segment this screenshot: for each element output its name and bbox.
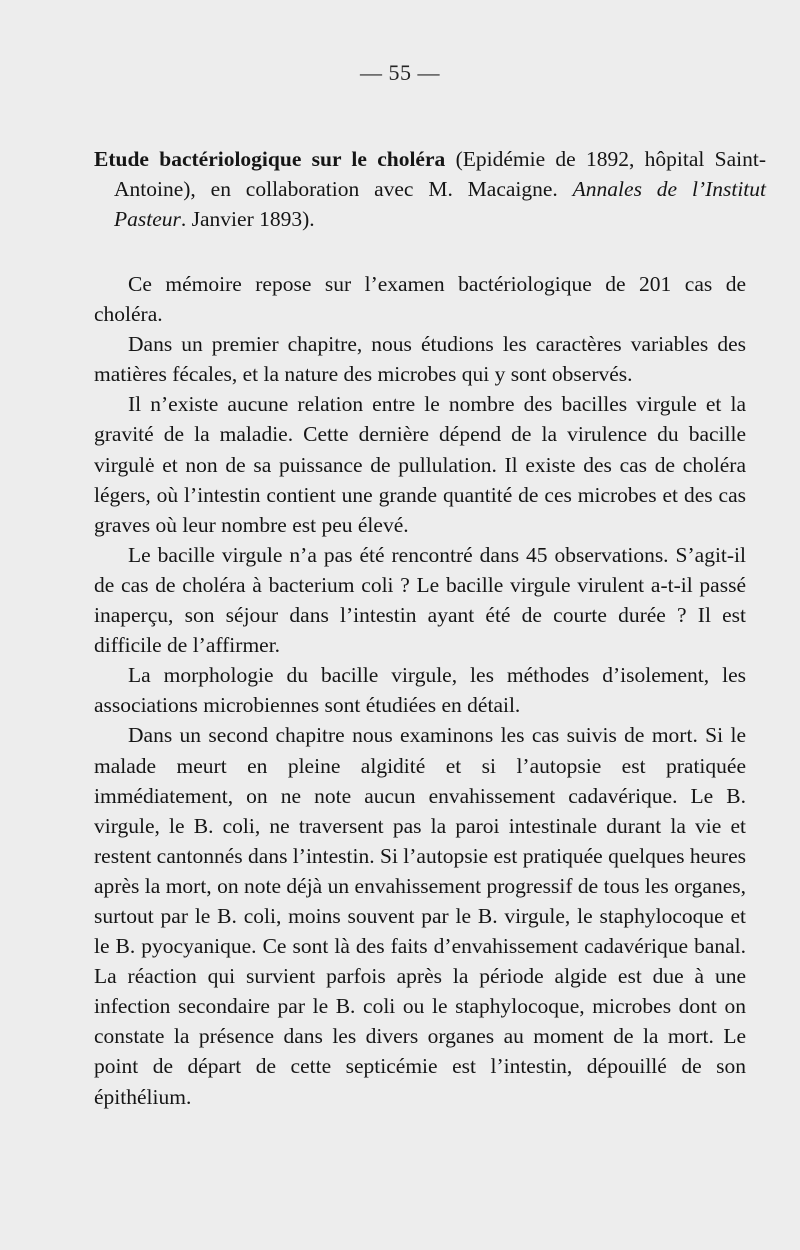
body-text — [94, 269, 746, 1112]
paragraph: Ce mémoire repose sur l’examen bactériologique de 201 cas de choléra. — [94, 272, 746, 327]
reference-journal: Annales de l’Institut Pasteur — [114, 177, 766, 231]
paragraph: La morphologie du bacille virgule, les méthodes d’isolement, les associations microbiennes sont étudiées en détail. — [94, 663, 746, 718]
reference-date: . Janvier 1893). — [180, 207, 315, 231]
bibliographic-reference — [94, 144, 766, 234]
reference-details: (Epidémie de 1892, hôpital Saint-Antoine), en collaboration avec M. Macaigne. — [114, 147, 766, 201]
reference-title: Etude bactériologique sur le choléra — [94, 147, 446, 171]
paragraph: Dans un premier chapitre, nous étudions les caractères variables des matières fécales, et la nature des microbes qui y sont observés. — [94, 332, 746, 387]
paragraph: Dans un second chapitre nous examinons les cas suivis de mort. Si le malade meurt en pleine algidité et si l’autopsie est pratiquée immédiatement, on ne note aucun envahissement cadavérique. Le B. virgule, le B. coli, ne traversent pas la paroi intestinale durant la vie et restent cantonnés dans l’intestin. Si l’autopsie est pratiquée quelques heures après la mort, on note déjà un envahissement progressif de tous les organes, surtout par le B. coli, moins souvent par le B. virgule, le staphylocoque et le B. pyocyanique. Ce sont là des faits d’envahissement cadavérique banal. La réaction qui survient parfois après la période algide est due à une infection secondaire par le B. coli ou le staphylocoque, microbes dont on constate la présence dans les divers organes au moment de la mort. Le point de départ de cette septicémie est l’intestin, dépouillé de son épithélium. — [94, 723, 746, 1109]
page-number: — 55 — — [360, 60, 440, 85]
paragraph: Il n’existe aucune relation entre le nombre des bacilles virgule et la gravité de la maladie. Cette dernière dépend de la virulence du bacille virgulė et non de sa puissance de pullulation. Il existe des cas de choléra légers, où l’intestin contient une grande quantité de ces microbes et des cas graves où leur nombre est peu élevé. — [94, 392, 746, 537]
paragraph: Le bacille virgule n’a pas été rencontré dans 45 observations. S’agit-il de cas de choléra à bacterium coli ? Le bacille virgule virulent a-t-il passé inaperçu, son séjour dans l’intestin ayant été de courte durée ? Il est difficile de l’affirmer. — [94, 542, 746, 658]
